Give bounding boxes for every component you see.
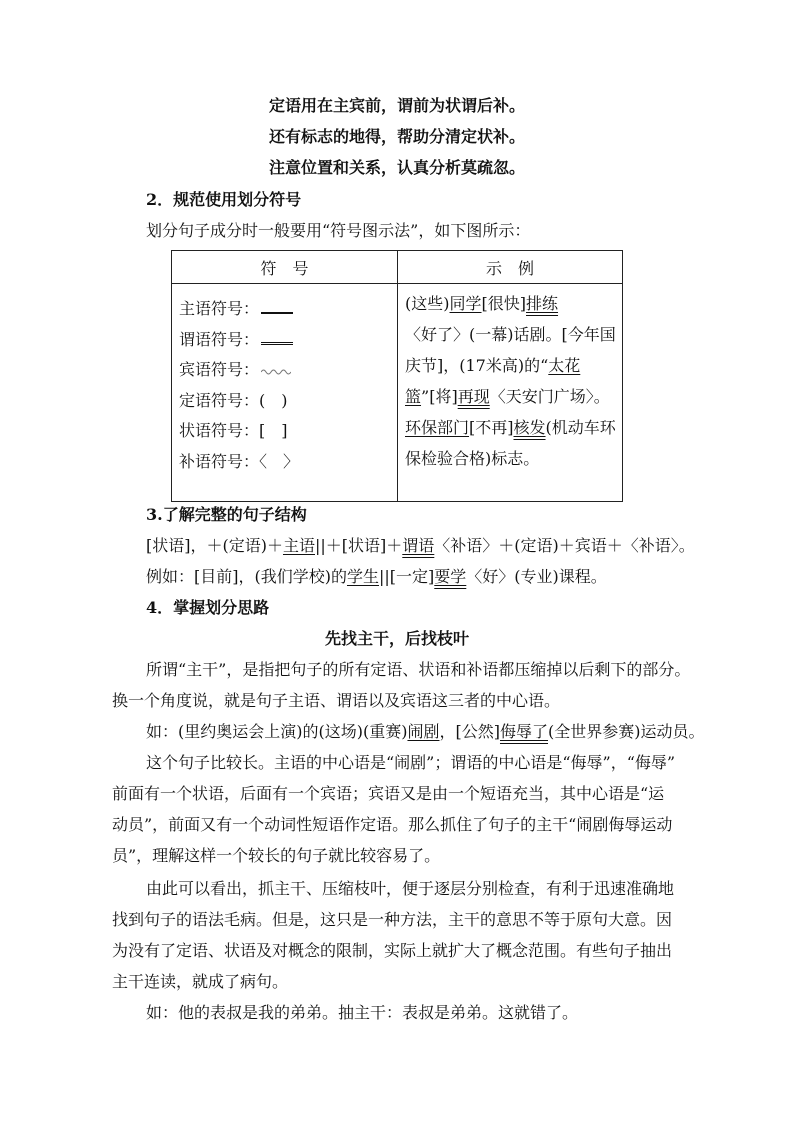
- adverbial-symbol-row: 状语符号：[ ]: [179, 421, 288, 440]
- section-4-heading: 4．掌握划分思路: [146, 598, 270, 617]
- complement-symbol-row: 补语符号：〈 〉: [179, 451, 300, 471]
- paragraph-2-line-1: 这个句子比较长。主语的中心语是“闹剧”；谓语的中心语是“侮辱”，“侮辱”: [146, 753, 676, 772]
- example-text: ||[一定]: [379, 567, 435, 586]
- symbol-table: [171, 250, 623, 502]
- example-text: (这些): [405, 294, 450, 313]
- section-2-intro: 划分句子成分时一般要用“符号图示法”，如下图所示：: [146, 221, 531, 240]
- subject-underline-mark: [261, 300, 293, 314]
- predicate-double-underline-mark: [261, 330, 293, 345]
- paragraph-1-line-1: 所谓“主干”，是指把句子的所有定语、状语和补语都压缩掉以后剩下的部分。: [146, 660, 691, 679]
- paragraph-3-line-4: 主干连读，就成了病句。: [112, 972, 289, 991]
- example-text: 〈好〉(专业)课程。: [466, 567, 607, 586]
- paragraph-3-line-1: 由此可以看出，抓主干、压缩枝叶，便于逐层分别检查，有利于迅速准确地: [146, 879, 675, 898]
- example-subject: 闹剧: [407, 722, 440, 741]
- poem-line-2: 还有标志的地得，帮助分清定状补。: [268, 127, 525, 146]
- example-text: (全世界参赛)运动员。: [548, 722, 705, 741]
- example-subject: 太花篮: [405, 356, 581, 406]
- table-header-symbol: 符 号: [172, 251, 398, 284]
- object-symbol-label: 宾语符号：: [179, 360, 260, 379]
- paragraph-2-line-3: 动员”，前面又有一个动词性短语作定语。那么抓住了句子的主干“闹剧侮辱运动: [112, 815, 673, 834]
- example-subject: 环保部门: [405, 418, 470, 437]
- paragraph-2-line-2: 前面有一个状语，后面有一个宾语；宾语又是由一个短语充当，其中心语是“运: [112, 784, 665, 803]
- example-text: 〈天安门广场〉。: [489, 387, 610, 406]
- example-predicate: 排练: [526, 294, 559, 313]
- example-cell: [398, 284, 623, 502]
- example-subject: 同学: [449, 294, 482, 313]
- object-wavy-underline-mark: [261, 365, 291, 375]
- formula-text: [状语]，＋(定语)＋: [146, 536, 283, 555]
- predicate-symbol-label: 谓语符号：: [179, 329, 260, 349]
- formula-subject: 主语: [282, 536, 315, 555]
- symbol-list-cell: [172, 284, 398, 502]
- poem-line-3: 注意位置和关系，认真分析莫疏忽。: [268, 158, 525, 177]
- example-text: (机动车环保检验合格)标志。: [405, 418, 616, 468]
- example-predicate: 核发: [513, 418, 546, 437]
- example-text: [很快]: [481, 294, 527, 313]
- example-predicate: 要学: [434, 567, 467, 586]
- subject-symbol-row: [179, 294, 397, 325]
- analysis-example: [146, 722, 705, 742]
- example-subject: 学生: [346, 567, 379, 586]
- sentence-structure-formula: [146, 536, 695, 556]
- example-predicate: 侮辱了: [499, 722, 548, 741]
- subject-symbol-label: 主语符号：: [179, 299, 260, 318]
- paragraph-3-line-2: 找到句子的语法毛病。但是，这只是一种方法，主干的意思不等于原句大意。因: [112, 910, 673, 929]
- section-3-heading: 3.了解完整的句子结构: [146, 505, 307, 524]
- paragraph-2-line-4: 员”，理解这样一个较长的句子就比较容易了。: [112, 846, 441, 865]
- example-text: (一幕)话剧。: [469, 325, 562, 344]
- example-text: [今年国庆节]，(17米高)的“: [405, 325, 616, 375]
- formula-predicate: 谓语: [402, 536, 435, 555]
- formula-text: ||＋[状语]＋: [315, 536, 403, 555]
- poem-line-1: 定语用在主宾前，谓前为状谓后补。: [268, 96, 525, 115]
- example-text: 如：(里约奥运会上演)的(这场)(重赛): [146, 722, 408, 741]
- example-predicate: 再现: [457, 387, 490, 406]
- structure-example: [146, 567, 607, 587]
- paragraph-3-line-3: 为没有了定语、状语及对概念的限制，实际上就扩大了概念范围。有些句子抽出: [112, 941, 673, 960]
- formula-text: 〈补语〉＋(定语)＋宾语＋〈补语〉。: [434, 536, 695, 555]
- paragraph-4: 如：他的表叔是我的弟弟。抽主干：表叔是弟弟。这就错了。: [146, 1003, 579, 1022]
- example-text: ，[公然]: [439, 722, 500, 741]
- section-4-subheading: 先找主干，后找枝叶: [324, 629, 469, 648]
- table-header-example: 示 例: [398, 251, 623, 284]
- example-text: 〈好了〉: [405, 325, 470, 344]
- section-2-heading: 2．规范使用划分符号: [146, 190, 302, 209]
- example-text: ”[将]: [421, 387, 458, 406]
- example-text: 例如：[目前]，(我们学校)的: [146, 567, 347, 586]
- object-symbol-row: [179, 355, 397, 386]
- predicate-symbol-row: [179, 325, 397, 356]
- attributive-symbol-row: 定语符号：( ): [179, 390, 288, 410]
- paragraph-1-line-2: 换一个角度说，就是句子主语、谓语以及宾语这三者的中心语。: [112, 691, 561, 710]
- example-text: [不再]: [469, 418, 514, 437]
